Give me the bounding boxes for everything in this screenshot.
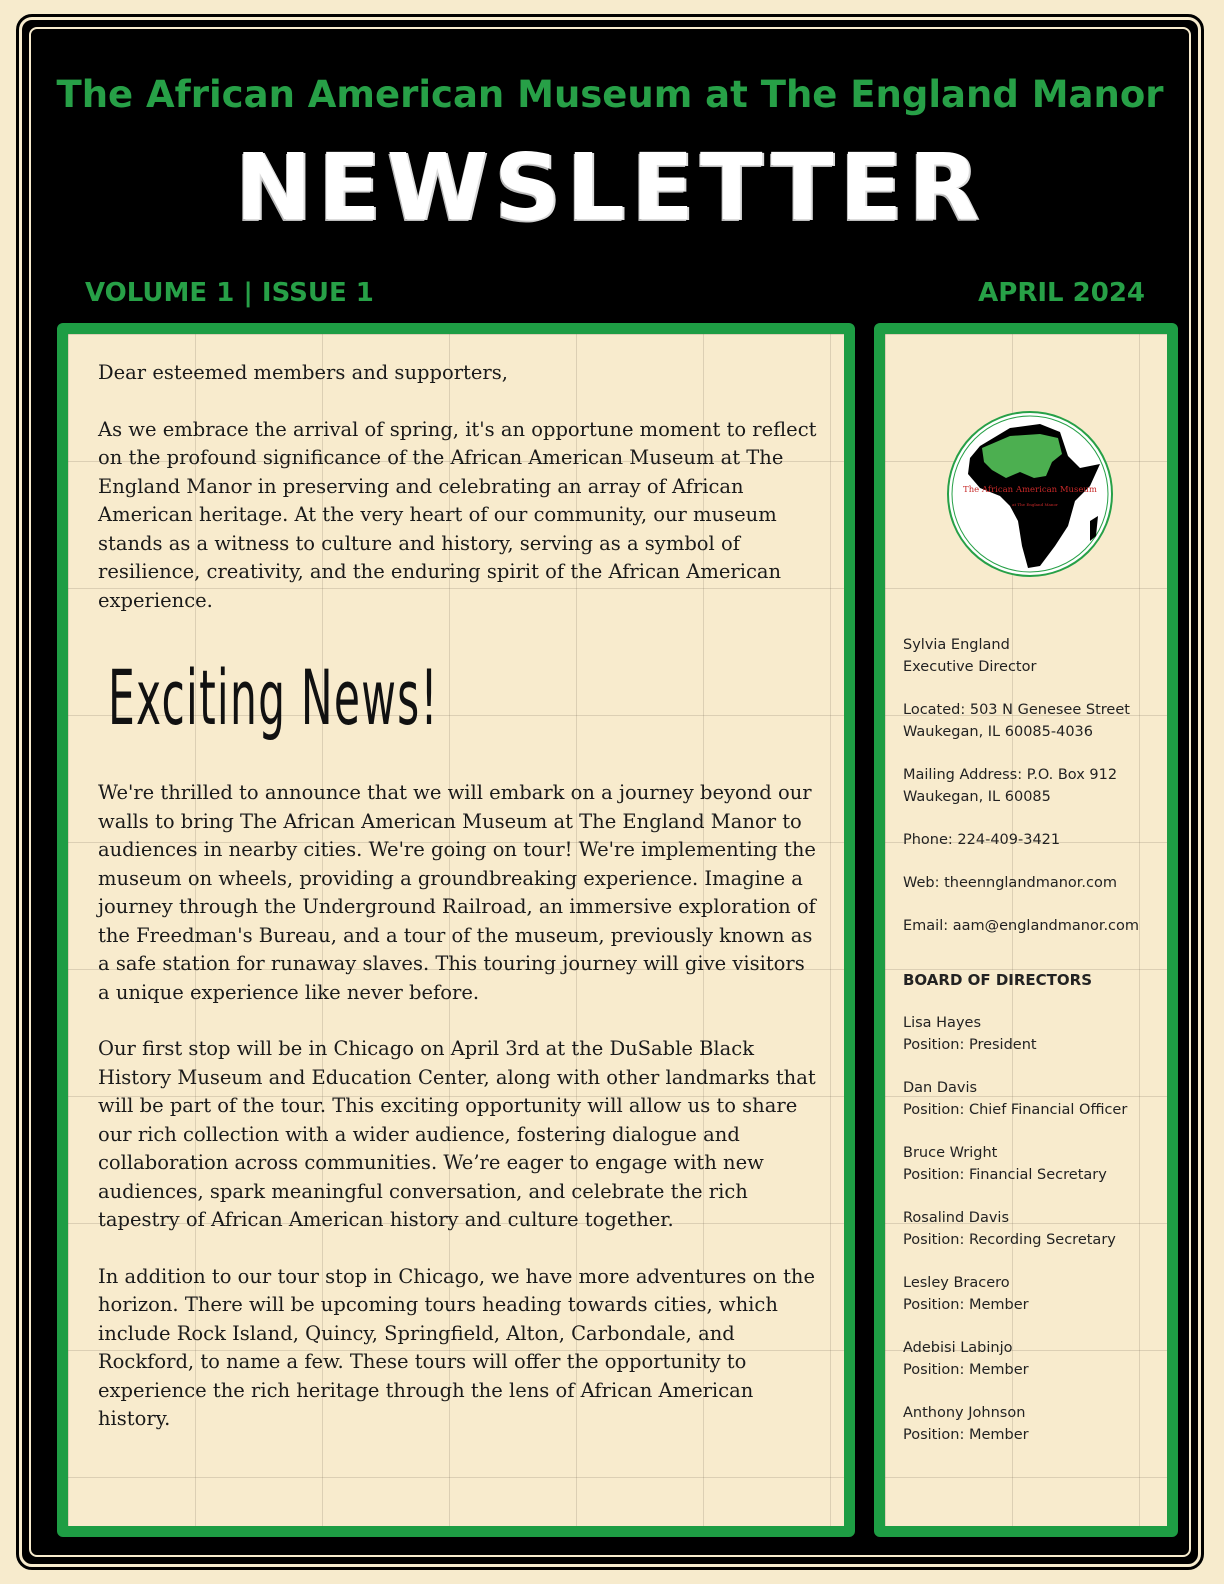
phone: Phone: 224-409-3421 — [903, 832, 1061, 848]
section-heading: Exciting News! — [108, 653, 439, 742]
greeting: Dear esteemed members and supporters, — [98, 361, 508, 384]
location-line: Waukegan, IL 60085-4036 — [903, 724, 1094, 740]
org-title: The African American Museum at The England Manor — [56, 73, 1164, 116]
member-position: Position: Member — [903, 1362, 1029, 1378]
web-line — [903, 872, 1163, 894]
member-position: Position: Member — [903, 1297, 1029, 1313]
member-name: Adebisi Labinjo — [903, 1340, 1013, 1356]
mailing-block — [903, 764, 1163, 808]
board-member — [903, 1142, 1163, 1186]
volume-issue: VOLUME 1 | ISSUE 1 — [85, 278, 374, 308]
member-name: Lesley Bracero — [903, 1275, 1010, 1291]
masthead-title: NEWSLETTER — [234, 134, 986, 241]
web-address: Web: theennglandmanor.com — [903, 875, 1117, 891]
phone-line — [903, 829, 1163, 851]
member-position: Position: Member — [903, 1427, 1029, 1443]
email-address: Email: aam@englandmanor.com — [903, 918, 1140, 934]
location-block — [903, 699, 1163, 743]
member-position: Position: Financial Secretary — [903, 1167, 1107, 1183]
article-paragraph: In addition to our tour stop in Chicago, we have more adventures on the horizon. There will be upcoming tours heading towards cities, which include Rock Island, Quincy, Springfield, Alton, Carbondale, and Rockford, to name a few. These tours will offer the opportunity to experience the rich heritage through the lens of African American history. — [98, 1264, 816, 1430]
newsletter-frame — [22, 20, 1198, 1564]
logo-text: The African American Museum — [963, 485, 1097, 495]
main-article-panel — [57, 323, 855, 1537]
board-member — [903, 1402, 1163, 1446]
board-member — [903, 1337, 1163, 1381]
sidebar-content — [903, 634, 1163, 1467]
main-article — [98, 359, 818, 1462]
member-name: Anthony Johnson — [903, 1405, 1026, 1421]
board-member — [903, 1012, 1163, 1056]
location-line: Located: 503 N Genesee Street — [903, 702, 1130, 718]
email-line — [903, 915, 1163, 937]
member-position: Position: Chief Financial Officer — [903, 1102, 1128, 1118]
director-name: Sylvia England — [903, 637, 1010, 653]
member-position: Position: President — [903, 1037, 1037, 1053]
article-paragraph: We're thrilled to announce that we will embark on a journey beyond our walls to bring The African American Museum at The England Manor to audiences in nearby cities. We're going on tour! We're implementing the museum on wheels, providing a groundbreaking experience. Imagine a journey through the Underground Railroad, an immersive exploration of the Freedman's Bureau, and a tour of the museum, previously known as a safe station for runaway slaves. This touring journey will give visitors a unique experience like never before. — [98, 781, 816, 1004]
museum-logo — [940, 406, 1120, 578]
member-name: Bruce Wright — [903, 1145, 998, 1161]
member-name: Lisa Hayes — [903, 1015, 982, 1031]
mailing-line: Mailing Address: P.O. Box 912 — [903, 767, 1118, 783]
member-position: Position: Recording Secretary — [903, 1232, 1116, 1248]
article-paragraph: Our first stop will be in Chicago on April 3rd at the DuSable Black History Museum and Education Center, along with other landmarks that will be part of the tour. This exciting opportunity will allow us to share our rich collection with a wider audience, fostering dialogue and collaboration across communities. We’re eager to engage with new audiences, spark meaningful conversation, and celebrate the rich tapestry of African American history and culture together. — [98, 1037, 816, 1231]
sidebar-panel — [874, 323, 1178, 1537]
board-member — [903, 1272, 1163, 1316]
mailing-line: Waukegan, IL 60085 — [903, 789, 1051, 805]
member-name: Dan Davis — [903, 1080, 978, 1096]
member-name: Rosalind Davis — [903, 1210, 1010, 1226]
board-member — [903, 1207, 1163, 1251]
intro-paragraph: As we embrace the arrival of spring, it's an opportune moment to reflect on the profound significance of the African American Museum at The England Manor in preserving and celebrating an array of African American heritage. At the very heart of our community, our museum stands as a witness to culture and history, serving as a symbol of resilience, creativity, and the enduring spirit of the African American experience. — [98, 417, 817, 612]
logo-subtext: at The England Manor — [1012, 502, 1058, 507]
africa-map-icon — [940, 406, 1120, 578]
board-member — [903, 1077, 1163, 1121]
director-title: Executive Director — [903, 659, 1037, 675]
director-block — [903, 634, 1163, 678]
board-heading: BOARD OF DIRECTORS — [903, 971, 1093, 989]
issue-date: APRIL 2024 — [978, 278, 1145, 308]
